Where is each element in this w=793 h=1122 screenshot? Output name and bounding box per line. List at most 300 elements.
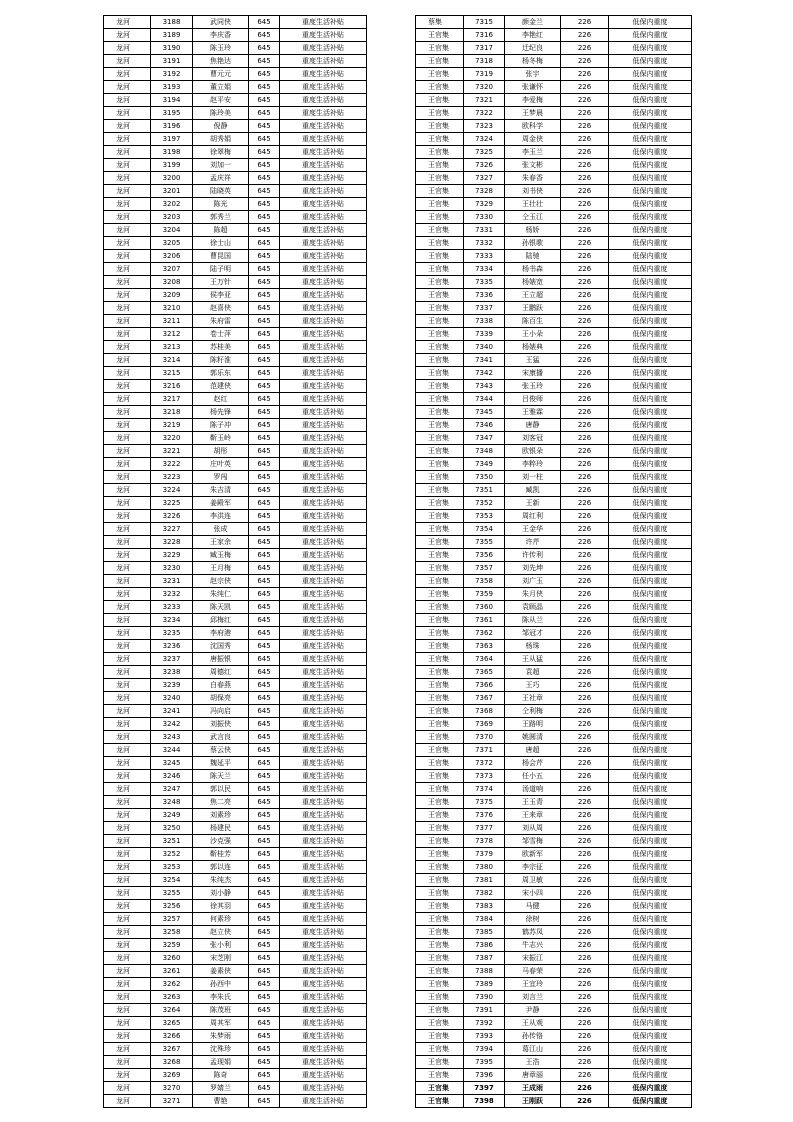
serial-number-cell: 3260 <box>151 952 193 965</box>
subsidy-type-cell: 低保内重度 <box>609 1017 692 1030</box>
subsidy-type-cell: 重度生活补贴 <box>280 471 367 484</box>
serial-number-cell: 3212 <box>151 328 193 341</box>
table-row <box>104 484 367 497</box>
amount-cell: 645 <box>249 900 280 913</box>
town-cell: 龙河 <box>104 250 151 263</box>
subsidy-type-cell: 低保内重度 <box>609 263 692 276</box>
subsidy-type-cell: 重度生活补贴 <box>280 588 367 601</box>
name-cell: 陆子明 <box>193 263 249 276</box>
amount-cell: 645 <box>249 887 280 900</box>
serial-number-cell: 3228 <box>151 536 193 549</box>
amount-cell: 226 <box>561 640 609 653</box>
town-cell: 王官集 <box>416 354 464 367</box>
subsidy-type-cell: 重度生活补贴 <box>280 783 367 796</box>
subsidy-type-cell: 重度生活补贴 <box>280 822 367 835</box>
table-row <box>416 354 692 367</box>
table-row <box>104 991 367 1004</box>
amount-cell: 226 <box>561 1095 609 1108</box>
table-row <box>104 237 367 250</box>
table-row <box>104 575 367 588</box>
subsidy-type-cell: 低保内重度 <box>609 549 692 562</box>
town-cell: 龙河 <box>104 822 151 835</box>
amount-cell: 226 <box>561 276 609 289</box>
amount-cell: 645 <box>249 679 280 692</box>
table-row <box>104 432 367 445</box>
name-cell: 刘加一 <box>193 159 249 172</box>
town-cell: 王官集 <box>416 809 464 822</box>
serial-number-cell: 7359 <box>464 588 505 601</box>
town-cell: 龙河 <box>104 432 151 445</box>
subsidy-type-cell: 低保内重度 <box>609 81 692 94</box>
subsidy-type-cell: 重度生活补贴 <box>280 16 367 29</box>
serial-number-cell: 3245 <box>151 757 193 770</box>
subsidy-type-cell: 重度生活补贴 <box>280 1056 367 1069</box>
amount-cell: 645 <box>249 289 280 302</box>
serial-number-cell: 3234 <box>151 614 193 627</box>
town-cell: 龙河 <box>104 653 151 666</box>
table-row <box>104 302 367 315</box>
subsidy-type-cell: 低保内重度 <box>609 276 692 289</box>
serial-number-cell: 3191 <box>151 55 193 68</box>
town-cell: 王官集 <box>416 198 464 211</box>
town-cell: 龙河 <box>104 1004 151 1017</box>
name-cell: 袁顾晶 <box>505 601 561 614</box>
subsidy-type-cell: 重度生活补贴 <box>280 68 367 81</box>
subsidy-type-cell: 低保内重度 <box>609 874 692 887</box>
amount-cell: 226 <box>561 458 609 471</box>
serial-number-cell: 3202 <box>151 198 193 211</box>
subsidy-type-cell: 低保内重度 <box>609 523 692 536</box>
town-cell: 龙河 <box>104 1095 151 1108</box>
amount-cell: 226 <box>561 107 609 120</box>
town-cell: 龙河 <box>104 1082 151 1095</box>
serial-number-cell: 7352 <box>464 497 505 510</box>
name-cell: 陆驰 <box>505 250 561 263</box>
serial-number-cell: 3259 <box>151 939 193 952</box>
amount-cell: 226 <box>561 614 609 627</box>
name-cell: 马健 <box>505 900 561 913</box>
town-cell: 王官集 <box>416 666 464 679</box>
amount-cell: 226 <box>561 484 609 497</box>
subsidy-type-cell: 低保内重度 <box>609 237 692 250</box>
name-cell: 邹雪梅 <box>505 835 561 848</box>
amount-cell: 645 <box>249 705 280 718</box>
town-cell: 王官集 <box>416 315 464 328</box>
amount-cell: 645 <box>249 185 280 198</box>
serial-number-cell: 3271 <box>151 1095 193 1108</box>
name-cell: 沙克强 <box>193 835 249 848</box>
subsidy-type-cell: 重度生活补贴 <box>280 848 367 861</box>
amount-cell: 226 <box>561 328 609 341</box>
subsidy-type-cell: 重度生活补贴 <box>280 146 367 159</box>
amount-cell: 226 <box>561 874 609 887</box>
serial-number-cell: 7373 <box>464 770 505 783</box>
town-cell: 王官集 <box>416 289 464 302</box>
serial-number-cell: 3252 <box>151 848 193 861</box>
town-cell: 龙河 <box>104 367 151 380</box>
amount-cell: 226 <box>561 198 609 211</box>
name-cell: 杨娇 <box>505 224 561 237</box>
amount-cell: 226 <box>561 809 609 822</box>
serial-number-cell: 3204 <box>151 224 193 237</box>
table-row <box>104 276 367 289</box>
amount-cell: 226 <box>561 1004 609 1017</box>
subsidy-type-cell: 重度生活补贴 <box>280 276 367 289</box>
town-cell: 王官集 <box>416 29 464 42</box>
town-cell: 王官集 <box>416 783 464 796</box>
serial-number-cell: 3205 <box>151 237 193 250</box>
amount-cell: 645 <box>249 913 280 926</box>
town-cell: 龙河 <box>104 445 151 458</box>
serial-number-cell: 3242 <box>151 718 193 731</box>
amount-cell: 645 <box>249 263 280 276</box>
table-row <box>104 536 367 549</box>
amount-cell: 226 <box>561 1056 609 1069</box>
town-cell: 王官集 <box>416 939 464 952</box>
subsidy-type-cell: 低保内重度 <box>609 1056 692 1069</box>
town-cell: 龙河 <box>104 705 151 718</box>
subsidy-type-cell: 低保内重度 <box>609 666 692 679</box>
name-cell: 葛江山 <box>505 1043 561 1056</box>
table-row <box>416 939 692 952</box>
left-roster-body <box>104 16 367 1108</box>
town-cell: 王官集 <box>416 224 464 237</box>
amount-cell: 645 <box>249 744 280 757</box>
table-row <box>416 16 692 29</box>
serial-number-cell: 7335 <box>464 276 505 289</box>
subsidy-type-cell: 重度生活补贴 <box>280 640 367 653</box>
table-row <box>104 185 367 198</box>
name-cell: 杨建民 <box>193 822 249 835</box>
subsidy-type-cell: 重度生活补贴 <box>280 419 367 432</box>
serial-number-cell: 3268 <box>151 1056 193 1069</box>
table-row <box>416 783 692 796</box>
table-row <box>104 68 367 81</box>
table-row <box>416 276 692 289</box>
subsidy-type-cell: 重度生活补贴 <box>280 601 367 614</box>
serial-number-cell: 7349 <box>464 458 505 471</box>
name-cell: 姚圆清 <box>505 731 561 744</box>
amount-cell: 226 <box>561 523 609 536</box>
table-row <box>416 393 692 406</box>
name-cell: 徐翠梅 <box>193 146 249 159</box>
town-cell: 龙河 <box>104 913 151 926</box>
amount-cell: 226 <box>561 744 609 757</box>
serial-number-cell: 7318 <box>464 55 505 68</box>
subsidy-type-cell: 低保内重度 <box>609 640 692 653</box>
serial-number-cell: 3206 <box>151 250 193 263</box>
serial-number-cell: 7388 <box>464 965 505 978</box>
subsidy-type-cell: 重度生活补贴 <box>280 952 367 965</box>
amount-cell: 645 <box>249 523 280 536</box>
town-cell: 龙河 <box>104 939 151 952</box>
town-cell: 龙河 <box>104 185 151 198</box>
serial-number-cell: 7324 <box>464 133 505 146</box>
amount-cell: 226 <box>561 16 609 29</box>
amount-cell: 645 <box>249 601 280 614</box>
subsidy-type-cell: 重度生活补贴 <box>280 445 367 458</box>
serial-number-cell: 7380 <box>464 861 505 874</box>
town-cell: 王官集 <box>416 575 464 588</box>
name-cell: 刘言兰 <box>505 991 561 1004</box>
table-row <box>416 536 692 549</box>
town-cell: 王官集 <box>416 835 464 848</box>
name-cell: 王路明 <box>505 718 561 731</box>
name-cell: 宋小四 <box>505 887 561 900</box>
subsidy-type-cell: 重度生活补贴 <box>280 406 367 419</box>
table-row <box>104 107 367 120</box>
name-cell: 袁超 <box>505 666 561 679</box>
table-row <box>104 471 367 484</box>
serial-number-cell: 3250 <box>151 822 193 835</box>
table-row <box>416 289 692 302</box>
subsidy-type-cell: 低保内重度 <box>609 393 692 406</box>
town-cell: 龙河 <box>104 978 151 991</box>
subsidy-type-cell: 低保内重度 <box>609 445 692 458</box>
subsidy-type-cell: 重度生活补贴 <box>280 393 367 406</box>
serial-number-cell: 3224 <box>151 484 193 497</box>
table-row <box>416 367 692 380</box>
serial-number-cell: 7356 <box>464 549 505 562</box>
town-cell: 龙河 <box>104 237 151 250</box>
serial-number-cell: 7384 <box>464 913 505 926</box>
subsidy-type-cell: 低保内重度 <box>609 965 692 978</box>
serial-number-cell: 7387 <box>464 952 505 965</box>
serial-number-cell: 7346 <box>464 419 505 432</box>
name-cell: 王宜玲 <box>505 978 561 991</box>
town-cell: 王官集 <box>416 237 464 250</box>
serial-number-cell: 3221 <box>151 445 193 458</box>
name-cell: 杨冬梅 <box>505 55 561 68</box>
town-cell: 王官集 <box>416 965 464 978</box>
serial-number-cell: 7374 <box>464 783 505 796</box>
subsidy-type-cell: 重度生活补贴 <box>280 211 367 224</box>
subsidy-type-cell: 低保内重度 <box>609 718 692 731</box>
right-roster-table <box>415 15 692 1108</box>
table-row <box>416 991 692 1004</box>
town-cell: 王官集 <box>416 601 464 614</box>
table-row <box>416 770 692 783</box>
name-cell: 宋芝刚 <box>193 952 249 965</box>
town-cell: 龙河 <box>104 575 151 588</box>
town-cell: 龙河 <box>104 406 151 419</box>
subsidy-type-cell: 低保内重度 <box>609 120 692 133</box>
serial-number-cell: 7336 <box>464 289 505 302</box>
town-cell: 王官集 <box>416 978 464 991</box>
subsidy-type-cell: 低保内重度 <box>609 848 692 861</box>
amount-cell: 645 <box>249 666 280 679</box>
name-cell: 张文彬 <box>505 159 561 172</box>
table-row <box>104 445 367 458</box>
town-cell: 龙河 <box>104 276 151 289</box>
serial-number-cell: 7351 <box>464 484 505 497</box>
table-row <box>104 81 367 94</box>
subsidy-type-cell: 重度生活补贴 <box>280 731 367 744</box>
amount-cell: 645 <box>249 874 280 887</box>
serial-number-cell: 3217 <box>151 393 193 406</box>
serial-number-cell: 7368 <box>464 705 505 718</box>
name-cell: 焦艳达 <box>193 55 249 68</box>
table-row <box>104 328 367 341</box>
subsidy-type-cell: 低保内重度 <box>609 575 692 588</box>
name-cell: 李艳红 <box>505 29 561 42</box>
amount-cell: 226 <box>561 770 609 783</box>
amount-cell: 226 <box>561 692 609 705</box>
serial-number-cell: 7389 <box>464 978 505 991</box>
amount-cell: 226 <box>561 419 609 432</box>
town-cell: 龙河 <box>104 731 151 744</box>
serial-number-cell: 7322 <box>464 107 505 120</box>
amount-cell: 226 <box>561 68 609 81</box>
town-cell: 王官集 <box>416 900 464 913</box>
town-cell: 王官集 <box>416 510 464 523</box>
amount-cell: 645 <box>249 1095 280 1108</box>
table-row <box>104 289 367 302</box>
subsidy-type-cell: 低保内重度 <box>609 146 692 159</box>
amount-cell: 645 <box>249 770 280 783</box>
serial-number-cell: 7321 <box>464 94 505 107</box>
name-cell: 唐超 <box>505 744 561 757</box>
subsidy-type-cell: 低保内重度 <box>609 1043 692 1056</box>
subsidy-type-cell: 重度生活补贴 <box>280 718 367 731</box>
town-cell: 龙河 <box>104 965 151 978</box>
serial-number-cell: 3265 <box>151 1017 193 1030</box>
amount-cell: 645 <box>249 81 280 94</box>
name-cell: 杨婊典 <box>505 341 561 354</box>
town-cell: 王官集 <box>416 484 464 497</box>
amount-cell: 645 <box>249 653 280 666</box>
name-cell: 杨书森 <box>505 263 561 276</box>
serial-number-cell: 7344 <box>464 393 505 406</box>
name-cell: 李爱梅 <box>505 94 561 107</box>
town-cell: 王官集 <box>416 250 464 263</box>
town-cell: 王官集 <box>416 302 464 315</box>
serial-number-cell: 7328 <box>464 185 505 198</box>
table-row <box>416 94 692 107</box>
town-cell: 龙河 <box>104 16 151 29</box>
town-cell: 王官集 <box>416 523 464 536</box>
serial-number-cell: 3241 <box>151 705 193 718</box>
serial-number-cell: 7393 <box>464 1030 505 1043</box>
amount-cell: 226 <box>561 29 609 42</box>
amount-cell: 645 <box>249 835 280 848</box>
right-roster-body <box>416 16 692 1108</box>
name-cell: 王社章 <box>505 692 561 705</box>
name-cell: 陈茂班 <box>193 1004 249 1017</box>
subsidy-type-cell: 重度生活补贴 <box>280 120 367 133</box>
subsidy-type-cell: 重度生活补贴 <box>280 861 367 874</box>
amount-cell: 226 <box>561 354 609 367</box>
serial-number-cell: 7376 <box>464 809 505 822</box>
name-cell: 李庆香 <box>193 29 249 42</box>
amount-cell: 645 <box>249 198 280 211</box>
table-row <box>104 419 367 432</box>
name-cell: 朱吉清 <box>193 484 249 497</box>
amount-cell: 645 <box>249 94 280 107</box>
table-row <box>416 575 692 588</box>
name-cell: 刘广玉 <box>505 575 561 588</box>
subsidy-type-cell: 低保内重度 <box>609 42 692 55</box>
town-cell: 龙河 <box>104 627 151 640</box>
amount-cell: 645 <box>249 120 280 133</box>
town-cell: 龙河 <box>104 848 151 861</box>
subsidy-type-cell: 低保内重度 <box>609 926 692 939</box>
subsidy-type-cell: 低保内重度 <box>609 1004 692 1017</box>
table-row <box>416 822 692 835</box>
table-row <box>416 627 692 640</box>
name-cell: 胡秀娟 <box>193 133 249 146</box>
subsidy-type-cell: 低保内重度 <box>609 328 692 341</box>
serial-number-cell: 3190 <box>151 42 193 55</box>
name-cell: 李朱氏 <box>193 991 249 1004</box>
subsidy-type-cell: 重度生活补贴 <box>280 965 367 978</box>
subsidy-type-cell: 重度生活补贴 <box>280 458 367 471</box>
table-row <box>104 341 367 354</box>
amount-cell: 226 <box>561 159 609 172</box>
subsidy-type-cell: 低保内重度 <box>609 1069 692 1082</box>
table-row <box>416 757 692 770</box>
serial-number-cell: 7353 <box>464 510 505 523</box>
table-row <box>104 224 367 237</box>
amount-cell: 226 <box>561 393 609 406</box>
serial-number-cell: 7348 <box>464 445 505 458</box>
serial-number-cell: 3257 <box>151 913 193 926</box>
name-cell: 汤道响 <box>505 783 561 796</box>
table-row <box>416 640 692 653</box>
table-row <box>104 1043 367 1056</box>
table-row <box>104 1004 367 1017</box>
subsidy-type-cell: 低保内重度 <box>609 1082 692 1095</box>
town-cell: 王官集 <box>416 367 464 380</box>
town-cell: 龙河 <box>104 588 151 601</box>
amount-cell: 645 <box>249 614 280 627</box>
subsidy-type-cell: 低保内重度 <box>609 341 692 354</box>
town-cell: 王官集 <box>416 432 464 445</box>
subsidy-type-cell: 低保内重度 <box>609 653 692 666</box>
serial-number-cell: 3255 <box>151 887 193 900</box>
town-cell: 王官集 <box>416 185 464 198</box>
serial-number-cell: 3225 <box>151 497 193 510</box>
town-cell: 龙河 <box>104 172 151 185</box>
serial-number-cell: 7319 <box>464 68 505 81</box>
subsidy-type-cell: 重度生活补贴 <box>280 55 367 68</box>
subsidy-type-cell: 低保内重度 <box>609 250 692 263</box>
town-cell: 王官集 <box>416 380 464 393</box>
serial-number-cell: 3267 <box>151 1043 193 1056</box>
name-cell: 陈玲美 <box>193 107 249 120</box>
town-cell: 王官集 <box>416 679 464 692</box>
amount-cell: 645 <box>249 562 280 575</box>
name-cell: 罗闯 <box>193 471 249 484</box>
subsidy-type-cell: 重度生活补贴 <box>280 315 367 328</box>
serial-number-cell: 7369 <box>464 718 505 731</box>
town-cell: 王官集 <box>416 1082 464 1095</box>
amount-cell: 226 <box>561 926 609 939</box>
table-row <box>416 614 692 627</box>
table-row <box>416 445 692 458</box>
name-cell: 武同侠 <box>193 16 249 29</box>
amount-cell: 645 <box>249 783 280 796</box>
name-cell: 孙银歌 <box>505 237 561 250</box>
name-cell: 孟庆祥 <box>193 172 249 185</box>
amount-cell: 645 <box>249 107 280 120</box>
amount-cell: 645 <box>249 1030 280 1043</box>
amount-cell: 645 <box>249 484 280 497</box>
table-row <box>104 250 367 263</box>
serial-number-cell: 3251 <box>151 835 193 848</box>
serial-number-cell: 3261 <box>151 965 193 978</box>
name-cell: 王立超 <box>505 289 561 302</box>
